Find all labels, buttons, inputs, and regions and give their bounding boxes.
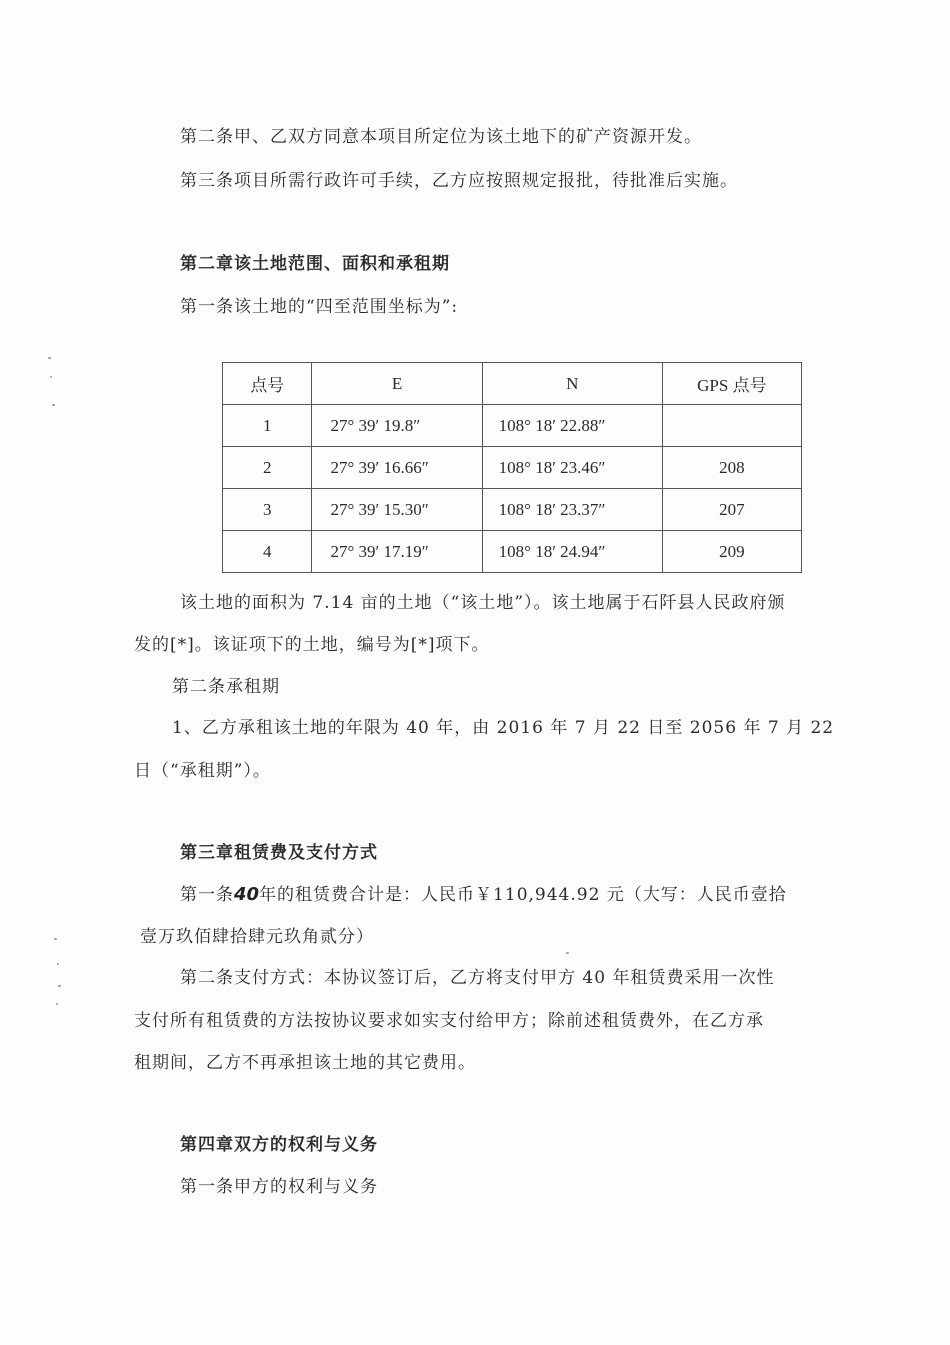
rent-total-text: 年的租赁费合计是：人民币￥110,944.92 元（大写：人民币壹拾 [259,885,787,905]
cell-n: 108° 18′ 22.88″ [482,405,662,447]
rent-total-line-2: 壹万玖佰肆拾肆元玖角贰分） [140,927,374,947]
cell-gps [662,405,801,447]
lease-term-paragraph-line-1: 1、乙方承租该土地的年限为 40 年，由 2016 年 7 月 22 日至 2056 年 7 月 22 [172,718,835,738]
lease-term-heading: 第二条承租期 [172,677,280,697]
cell-e: 27° 39′ 16.66″ [312,447,482,489]
cell-point-no: 4 [223,531,312,573]
chapter-4-heading: 第四章双方的权利与义务 [180,1135,378,1155]
scan-speck [56,1003,58,1005]
cell-point-no: 2 [223,447,312,489]
table-row [223,531,802,573]
header-e: E [312,363,482,405]
scan-speck [50,376,52,378]
handwritten-years: 40 [234,884,260,905]
scan-speck [58,985,61,987]
cell-gps: 207 [662,489,801,531]
cell-point-no: 3 [223,489,312,531]
rent-article-prefix: 第一条 [180,885,234,905]
chapter-4-article-1: 第一条甲方的权利与义务 [180,1177,378,1197]
land-area-paragraph-line-1: 该土地的面积为 7.14 亩的土地（“该土地”）。该土地属于石阡县人民政府颁 [180,593,786,613]
scan-speck [57,963,59,965]
coordinates-table [222,362,802,573]
scan-speck [48,357,51,359]
cell-gps: 209 [662,531,801,573]
cell-n: 108° 18′ 23.46″ [482,447,662,489]
header-point-no: 点号 [223,363,312,405]
cell-e: 27° 39′ 17.19″ [312,531,482,573]
cell-n: 108° 18′ 23.37″ [482,489,662,531]
lease-term-paragraph-line-2: 日（“承租期”）。 [134,761,271,781]
scan-speck [52,404,55,406]
cell-point-no: 1 [223,405,312,447]
cell-n: 108° 18′ 24.94″ [482,531,662,573]
table-header-row [223,363,802,405]
rent-total-line-1 [180,884,787,906]
chapter-3-heading: 第三章租赁费及支付方式 [180,843,378,863]
header-n: N [482,363,662,405]
table-row [223,405,802,447]
cell-e: 27° 39′ 19.8″ [312,405,482,447]
scan-speck [566,952,569,954]
payment-method-line-2: 支付所有租赁费的方法按协议要求如实支付给甲方；除前述租赁费外，在乙方承 [134,1011,764,1031]
chapter-2-article-1: 第一条该土地的“四至范围坐标为”: [180,297,459,317]
article-2-text: 第二条甲、乙双方同意本项目所定位为该土地下的矿产资源开发。 [180,127,702,147]
chapter-2-heading: 第二章该土地范围、面积和承租期 [180,254,450,274]
land-area-paragraph-line-2: 发的[*]。该证项下的土地，编号为[*]项下。 [134,635,490,655]
header-gps: GPS 点号 [662,363,801,405]
cell-gps: 208 [662,447,801,489]
payment-method-line-3: 租期间，乙方不再承担该土地的其它费用。 [134,1053,476,1073]
payment-method-line-1: 第二条支付方式：本协议签订后，乙方将支付甲方 40 年租赁费采用一次性 [180,968,775,988]
article-3-text: 第三条项目所需行政许可手续，乙方应按照规定报批，待批准后实施。 [180,171,738,191]
scan-speck [54,938,57,940]
table-row [223,489,802,531]
cell-e: 27° 39′ 15.30″ [312,489,482,531]
table-row [223,447,802,489]
